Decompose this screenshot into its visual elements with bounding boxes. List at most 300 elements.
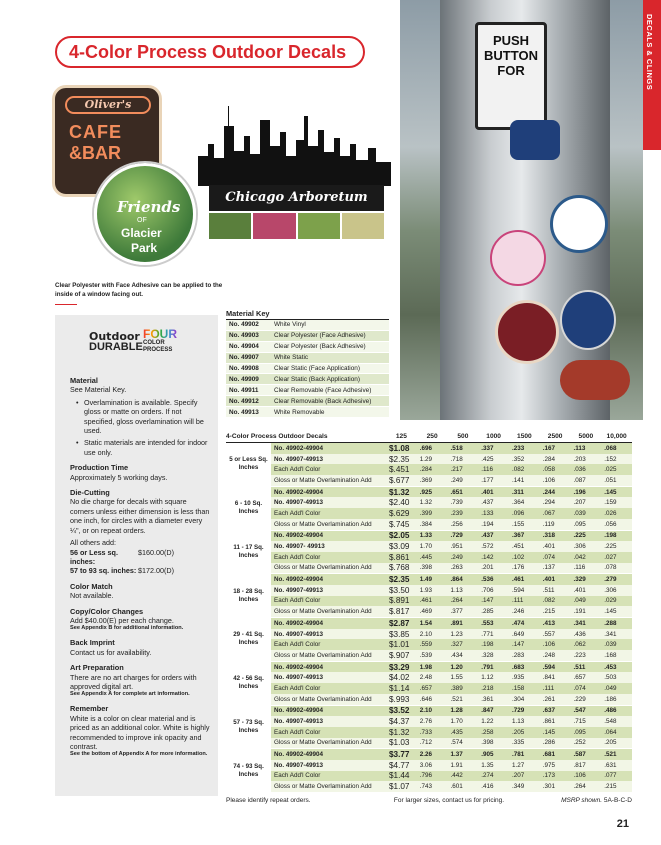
- price-cell: .349: [512, 783, 525, 791]
- chicago-decal-image: [197, 95, 392, 255]
- price-cell: .027: [604, 553, 617, 561]
- price-row-label: Each Add'l Color: [274, 772, 321, 780]
- price-cell: .637: [542, 707, 556, 715]
- price-cell: .461: [512, 576, 525, 584]
- price-cell: .486: [604, 707, 617, 715]
- price-cell: .116: [481, 466, 494, 474]
- material-key-row: [226, 342, 389, 353]
- price-cell: .445: [419, 553, 433, 561]
- price-cell: .177: [481, 476, 494, 484]
- price-row: [271, 574, 632, 585]
- material-code: No. 49913: [229, 408, 259, 416]
- price-cell: .111: [512, 597, 524, 605]
- material-name: White Static: [274, 354, 309, 362]
- price-cell: 1.70: [450, 718, 463, 726]
- four-logo-word: FOUR: [143, 327, 177, 341]
- price-cell: .173: [542, 772, 556, 780]
- price-cell: .557: [542, 630, 556, 638]
- round-sticker: [550, 195, 608, 253]
- price-cell: .058: [542, 466, 556, 474]
- price-row: [271, 606, 632, 617]
- price-cell: 3.06: [419, 761, 433, 769]
- price-cell: .706: [481, 586, 494, 594]
- price-cell: .367: [512, 532, 525, 540]
- price-cell: .718: [450, 455, 463, 463]
- price-cell: .352: [512, 455, 525, 463]
- footnotes: [226, 797, 632, 804]
- skyline-graphic: [197, 95, 392, 187]
- price-cell: $3.50: [389, 585, 410, 595]
- material-name: Clear Static (Back Application): [274, 375, 360, 383]
- footnote-msrp: [522, 797, 632, 804]
- price-cell: .891: [450, 619, 463, 627]
- price-cell: .284: [542, 455, 556, 463]
- price-cell: .111: [542, 684, 555, 692]
- chicago-decal-title: Chicago Arboretum: [209, 185, 384, 211]
- price-cell: .285: [481, 608, 494, 616]
- price-cell: .935: [512, 674, 525, 682]
- price-cell: .847: [481, 707, 494, 715]
- price-row: [271, 454, 632, 465]
- price-row: [271, 475, 632, 486]
- material-code: No. 49911: [229, 386, 259, 394]
- price-cell: .469: [419, 608, 433, 616]
- price-cell: .539: [419, 651, 433, 659]
- page-title-pill: [55, 36, 365, 68]
- price-cell: .337: [481, 444, 494, 452]
- price-cell: .077: [604, 772, 617, 780]
- price-cell: .435: [450, 728, 463, 736]
- price-cell: .361: [481, 695, 494, 703]
- price-cell: .205: [604, 739, 617, 747]
- price-cell: .384: [419, 520, 433, 528]
- diecut-price-1-value: $160.00(D): [138, 547, 174, 557]
- price-cell: .401: [542, 543, 556, 551]
- price-cell: .434: [450, 651, 463, 659]
- price-cell: .369: [419, 476, 433, 484]
- price-cell: 1.27: [512, 761, 525, 769]
- price-cell: 1.54: [419, 619, 433, 627]
- price-cell: .049: [573, 597, 586, 605]
- price-cell: .026: [604, 509, 617, 517]
- price-cell: 2.48: [419, 674, 433, 682]
- material-code: No. 49909: [229, 375, 259, 383]
- price-cell: .217: [450, 466, 463, 474]
- price-cell: $1.32: [389, 727, 410, 737]
- material-key-row: [226, 407, 389, 418]
- size-group-label: 5 or Less Sq. Inches: [229, 456, 268, 472]
- backimprint-text: Contact us for availability.: [70, 647, 152, 657]
- price-groups: [226, 443, 632, 793]
- diecut-others: All others add:: [70, 538, 116, 548]
- price-cell: .029: [604, 597, 617, 605]
- quantity-headers: [386, 433, 632, 442]
- price-cell: .413: [542, 619, 556, 627]
- price-cell: .258: [481, 728, 494, 736]
- price-cell: .341: [573, 619, 586, 627]
- price-cell: $.745: [389, 519, 410, 529]
- price-cell: $.993: [389, 694, 410, 704]
- artprep-note: See Appendix A for complete art information.: [70, 691, 190, 698]
- price-cell: 1.33: [419, 532, 433, 540]
- price-cell: .791: [481, 663, 494, 671]
- image-caption: Clear Polyester with Face Adhesive can be applied to the inside of a window facing out.: [55, 282, 223, 298]
- price-cell: .147: [481, 597, 494, 605]
- shield-sticker: [560, 290, 616, 350]
- quantity-header: 10,000: [606, 433, 627, 440]
- price-cell: .191: [573, 608, 586, 616]
- price-cell: .657: [573, 674, 586, 682]
- price-row-label: Gloss or Matte Overlamination Add: [274, 520, 372, 528]
- price-cell: 1.20: [450, 663, 463, 671]
- diecut-price-1: [70, 548, 210, 567]
- price-cell: .739: [450, 499, 463, 507]
- price-cell: 2.10: [419, 630, 433, 638]
- price-cell: .155: [512, 520, 525, 528]
- price-cell: 2.26: [419, 751, 433, 759]
- price-row-label: No. 49902-49904: [274, 532, 324, 540]
- price-row: [271, 487, 632, 498]
- price-cell: .377: [450, 608, 463, 616]
- price-row-label: Gloss or Matte Overlamination Add: [274, 783, 372, 791]
- price-row-label: Each Add'l Color: [274, 641, 321, 649]
- price-cell: .283: [512, 651, 525, 659]
- material-bullets: [78, 398, 210, 457]
- price-cell: .113: [573, 444, 586, 452]
- price-cell: 1.37: [450, 751, 463, 759]
- price-cell: $2.35: [389, 454, 410, 464]
- price-cell: .239: [450, 509, 463, 517]
- price-cell: .335: [512, 739, 525, 747]
- price-cell: .461: [419, 597, 433, 605]
- price-row: [271, 508, 632, 519]
- price-cell: .518: [450, 444, 463, 452]
- price-cell: .106: [542, 641, 556, 649]
- price-cell: .246: [512, 608, 525, 616]
- price-cell: .215: [604, 783, 617, 791]
- material-key-title: Material Key: [226, 309, 389, 320]
- chicago-decal-photos: [209, 213, 384, 239]
- price-cell: .733: [419, 728, 433, 736]
- material-key: [226, 309, 389, 418]
- price-row: [271, 639, 632, 650]
- price-cell: .025: [604, 466, 617, 474]
- price-cell: .078: [604, 564, 617, 572]
- size-group: [226, 706, 632, 750]
- price-cell: .039: [573, 509, 586, 517]
- price-cell: .657: [419, 684, 433, 692]
- colormatch-text: Not available.: [70, 591, 114, 601]
- price-cell: .225: [573, 532, 586, 540]
- price-row-label: Each Add'l Color: [274, 684, 321, 692]
- size-group-rows: [271, 487, 632, 530]
- price-row: [271, 563, 632, 574]
- price-row-label: No. 49907-49913: [274, 674, 324, 682]
- price-cell: .087: [573, 476, 586, 484]
- msrp-label: MSRP shown.: [561, 797, 603, 804]
- price-cell: .474: [512, 619, 525, 627]
- price-row-label: No. 49902-49904: [274, 488, 324, 496]
- price-cell: .712: [419, 739, 433, 747]
- price-cell: .064: [604, 728, 617, 736]
- sign-line-1: PUSH: [492, 33, 530, 48]
- quantity-header: 250: [426, 433, 438, 440]
- price-cell: .264: [450, 597, 463, 605]
- price-cell: .511: [542, 586, 555, 594]
- price-cell: $3.52: [389, 706, 410, 716]
- price-cell: .074: [573, 684, 586, 692]
- product-examples: [52, 85, 392, 275]
- price-row: [271, 497, 632, 508]
- size-group: [226, 749, 632, 793]
- price-cell: 1.29: [419, 455, 433, 463]
- price-cell: .327: [450, 641, 463, 649]
- price-cell: $4.37: [389, 717, 410, 727]
- price-cell: .796: [419, 772, 433, 780]
- price-cell: 1.98: [419, 663, 433, 671]
- remember-text: White is a color on clear material and is priced as an additional color. White is highly recommended to improve ink opacity and contrast.: [70, 713, 210, 751]
- footnote-repeat: Please identify repeat orders.: [226, 797, 311, 804]
- price-row: [271, 464, 632, 475]
- price-cell: .229: [573, 695, 586, 703]
- price-cell: 1.49: [419, 576, 433, 584]
- price-cell: 1.91: [450, 761, 463, 769]
- glacier-decal-line1: Friends: [117, 198, 181, 216]
- price-cell: .074: [542, 553, 556, 561]
- price-cell: $.817: [389, 607, 410, 617]
- diecut-price-1-label: 56 or Less sq. inches:: [70, 547, 118, 566]
- price-cell: .696: [419, 444, 433, 452]
- price-row-label: No. 49907- 49913: [274, 543, 325, 551]
- price-cell: .167: [542, 444, 556, 452]
- cafe-decal-word2: &BAR: [69, 143, 121, 163]
- price-cell: .286: [542, 739, 556, 747]
- pole-photo: [400, 0, 643, 420]
- diecut-price-2-label: 57 to 93 sq. inches:: [70, 566, 137, 576]
- material-name: Clear Removable (Face Adhesive): [274, 386, 372, 394]
- copy-note: See Appendix B for additional information.: [70, 625, 184, 632]
- production-heading: Production Time: [70, 463, 129, 473]
- price-cell: .841: [542, 674, 556, 682]
- price-row: [271, 738, 632, 749]
- price-cell: .781: [512, 751, 525, 759]
- size-group-label: 6 - 10 Sq. Inches: [234, 500, 263, 516]
- price-cell: .145: [604, 608, 617, 616]
- material-key-rows: [226, 320, 389, 418]
- price-cell: .205: [512, 728, 525, 736]
- price-cell: $1.07: [389, 782, 410, 792]
- price-cell: .284: [419, 466, 433, 474]
- price-row: [271, 672, 632, 683]
- size-group-label: 42 - 56 Sq. Inches: [233, 675, 264, 691]
- price-cell: 1.93: [419, 586, 433, 594]
- price-row: [271, 662, 632, 673]
- price-cell: .198: [604, 532, 617, 540]
- price-row-label: No. 49907-49913: [274, 586, 324, 594]
- diecut-heading: Die-Cutting: [70, 488, 110, 498]
- price-cell: .082: [542, 597, 556, 605]
- size-group-label: 57 - 73 Sq. Inches: [233, 718, 264, 734]
- ice-cream-sticker: [490, 230, 546, 286]
- price-cell: .437: [481, 532, 494, 540]
- price-cell: .106: [542, 476, 556, 484]
- section-tab: [643, 0, 661, 845]
- diecut-price-2-value: $172.00(D): [138, 566, 174, 576]
- price-cell: .261: [542, 695, 556, 703]
- price-cell: .547: [573, 707, 586, 715]
- price-cell: .975: [542, 761, 556, 769]
- price-cell: .049: [604, 684, 617, 692]
- size-group-rows: [271, 749, 632, 792]
- price-row-label: Each Add'l Color: [274, 466, 321, 474]
- price-cell: .425: [481, 455, 494, 463]
- info-body: [70, 370, 210, 758]
- material-key-row: [226, 320, 389, 331]
- glacier-decal-image: [94, 163, 196, 265]
- price-cell: .223: [573, 651, 586, 659]
- price-cell: .249: [450, 553, 463, 561]
- price-cell: .198: [481, 641, 494, 649]
- material-code: No. 49902: [229, 321, 259, 329]
- price-row-label: Gloss or Matte Overlamination Add: [274, 695, 372, 703]
- price-cell: $3.09: [389, 542, 410, 552]
- price-cell: .042: [573, 553, 586, 561]
- price-row: [271, 683, 632, 694]
- size-group-rows: [271, 706, 632, 749]
- material-name: Clear Removable (Back Adhesive): [274, 397, 372, 405]
- price-cell: .951: [450, 543, 463, 551]
- price-cell: .503: [604, 674, 617, 682]
- size-group: [226, 618, 632, 662]
- price-cell: .068: [604, 444, 617, 452]
- football-sticker: [560, 360, 630, 400]
- price-cell: .683: [512, 663, 525, 671]
- price-cell: $1.03: [389, 738, 410, 748]
- price-cell: .328: [481, 651, 494, 659]
- material-key-row: [226, 331, 389, 342]
- price-cell: 1.22: [481, 718, 494, 726]
- steed-sticker: [510, 120, 560, 160]
- diecut-price-2: [70, 566, 210, 575]
- price-cell: .318: [542, 532, 556, 540]
- price-cell: $2.35: [389, 575, 410, 585]
- size-group-rows: [271, 443, 632, 486]
- material-name: Clear Polyester (Face Adhesive): [274, 332, 366, 340]
- price-cell: .102: [512, 553, 525, 561]
- price-cell: .521: [604, 751, 617, 759]
- colormatch-heading: Color Match: [70, 581, 113, 591]
- price-cell: .225: [604, 543, 617, 551]
- price-row: [271, 585, 632, 596]
- sign-line-3: FOR: [497, 63, 525, 78]
- price-cell: 2.76: [419, 718, 433, 726]
- price-cell: 1.35: [481, 761, 494, 769]
- price-cell: $1.08: [389, 443, 410, 453]
- price-cell: .587: [573, 751, 586, 759]
- price-cell: .451: [512, 543, 525, 551]
- price-row-label: Each Add'l Color: [274, 553, 321, 561]
- material-text: See Material Key.: [70, 385, 127, 395]
- material-key-row: [226, 385, 389, 396]
- price-row: [271, 618, 632, 629]
- price-cell: .329: [573, 576, 586, 584]
- price-cell: .279: [604, 576, 617, 584]
- price-cell: .905: [481, 751, 494, 759]
- price-cell: .416: [481, 783, 494, 791]
- material-code: No. 49904: [229, 343, 259, 351]
- copy-text: Add $40.00(E) per each change.: [70, 615, 174, 625]
- outdoor-logo-line1: Outdoor: [89, 330, 140, 343]
- price-row: [271, 552, 632, 563]
- price-row-label: No. 49907-49913: [274, 630, 324, 638]
- price-cell: .398: [419, 564, 433, 572]
- price-row: [271, 716, 632, 727]
- price-codes: 5A-B-C-D: [603, 797, 632, 804]
- price-row: [271, 749, 632, 760]
- price-row-label: No. 49902-49904: [274, 576, 324, 584]
- price-cell: .106: [573, 772, 586, 780]
- price-cell: .398: [481, 739, 494, 747]
- cafe-decal-name: Oliver's: [65, 96, 151, 114]
- price-row-label: No. 49902-49904: [274, 444, 324, 452]
- size-group: [226, 443, 632, 487]
- price-row: [271, 781, 632, 792]
- remember-note: See the bottom of Appendix A for more information.: [70, 751, 208, 758]
- price-cell: .649: [512, 630, 525, 638]
- cafe-decal-word: CAFE: [69, 122, 122, 142]
- price-row: [271, 541, 632, 552]
- price-cell: .536: [481, 576, 494, 584]
- price-cell: .039: [604, 641, 617, 649]
- price-cell: .301: [542, 783, 556, 791]
- price-cell: .401: [481, 488, 494, 496]
- price-row: [271, 650, 632, 661]
- price-cell: .817: [573, 761, 586, 769]
- footnote-larger: For larger sizes, contact us for pricing.: [393, 797, 505, 804]
- price-cell: $.451: [389, 465, 410, 475]
- price-cell: .082: [512, 466, 525, 474]
- price-row-label: Each Add'l Color: [274, 728, 321, 736]
- quantity-header: 5000: [578, 433, 594, 440]
- price-cell: .288: [604, 619, 617, 627]
- price-row-label: No. 49907-49913: [274, 499, 324, 507]
- price-table: [226, 433, 632, 793]
- price-cell: $2.87: [389, 618, 410, 628]
- price-cell: .062: [573, 641, 586, 649]
- price-cell: .401: [542, 576, 556, 584]
- price-cell: $3.85: [389, 629, 410, 639]
- price-cell: $.861: [389, 552, 410, 562]
- price-cell: $.768: [389, 563, 410, 573]
- quantity-header: 1500: [517, 433, 532, 440]
- price-row-label: Gloss or Matte Overlamination Add: [274, 651, 372, 659]
- price-cell: .311: [512, 488, 524, 496]
- price-cell: .304: [512, 695, 525, 703]
- price-row: [271, 443, 632, 454]
- price-cell: $1.44: [389, 771, 410, 781]
- price-cell: .256: [450, 520, 463, 528]
- price-cell: .559: [419, 641, 433, 649]
- price-cell: 1.23: [450, 630, 463, 638]
- material-key-row: [226, 364, 389, 375]
- price-cell: .036: [573, 466, 586, 474]
- price-cell: .233: [512, 444, 525, 452]
- copy-heading: Copy/Color Changes: [70, 606, 144, 616]
- production-text: Approximately 5 working days.: [70, 472, 168, 482]
- price-cell: $.629: [389, 508, 410, 518]
- material-bullet: • Overlamination is available. Specify gloss or matte on orders. If not specified, gloss overlamination will be used.: [78, 398, 210, 436]
- price-cell: $2.40: [389, 498, 410, 508]
